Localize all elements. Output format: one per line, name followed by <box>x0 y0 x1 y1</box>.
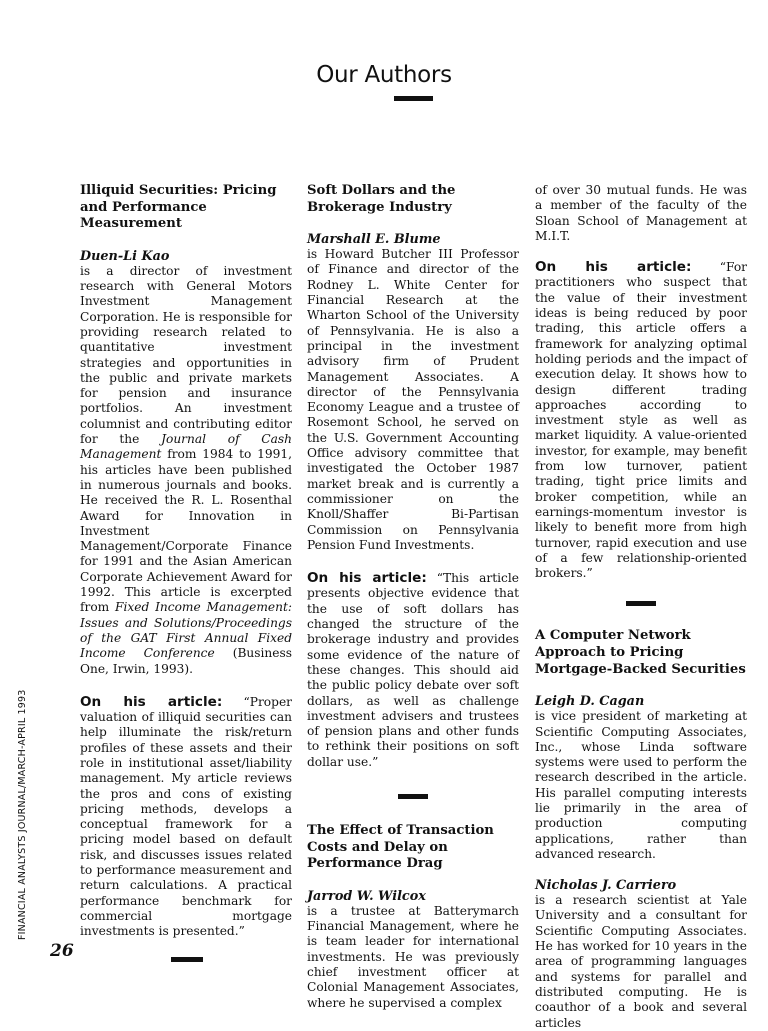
article-label: On his article: <box>307 570 427 587</box>
column-1 <box>80 183 292 940</box>
article-title: Illiquid Securities: Pricing and Performance Measurement <box>80 183 277 232</box>
author-name: Leigh D. Cagan <box>535 694 645 710</box>
author-bio <box>80 264 292 677</box>
article-label: On his article: <box>535 259 692 276</box>
author-bio: is a trustee at Batterymarch Financial Management, where he is team leader for international investments. He was previously chief investment officer at Colonial Management Associates, where he supervised a complex <box>307 903 519 1010</box>
article-label: On his article: <box>80 693 223 710</box>
bio-text: is a director of investment research with General Motors Investment Management Corporation. He is responsible for providing research related to quantitative investment strategies and opportunities in the public and private markets for pension and insurance portfolios. An investment columnist and contributing editor for the <box>80 263 292 447</box>
article-summary <box>535 260 747 581</box>
journal-title: Journal of Cash Management <box>80 432 292 462</box>
footer-rule <box>171 957 203 962</box>
article-title: A Computer Network Approach to Pricing Mortgage-Backed Securities <box>535 628 746 677</box>
author-name: Marshall E. Blume <box>307 232 441 248</box>
book-title: Fixed Income Management: Issues and Solutions/Proceedings of the GAT First Annual Fixed Income Conference <box>80 600 292 661</box>
article-title: Soft Dollars and the Brokerage Industry <box>307 183 456 215</box>
bio-text: from 1984 to 1991, his articles have been published in numerous journals and books. He received the R. L. Rosenthal Award for Innovation in Investment Management/Corporate Finance for 1991 and the Asian American Corporate Achievement Award for 1992. This article is excerpted from <box>80 447 292 615</box>
author-bio: is Howard Butcher III Professor of Finance and director of the Rodney L. White Center for Financial Research at the Wharton School of the University of Pennsylvania. He is also a principal in the investment advisory firm of Prudent Management Associates. A director of the Pennsylvania Economy League and a trustee of Rosemont School, he served on the U.S. Government Accounting Office advisory committee that investigated the October 1987 market break and is currently a commissioner on the Knoll/Shaffer Bi-Partisan Commission on Pennsylvania Pension Fund Investments. <box>307 247 519 552</box>
article-text: “For practitioners who suspect that the value of their investment ideas is being reduced by poor trading, this article offers a framework for analyzing optimal holding periods and the impact of execution delay. It shows how to design different trading approaches according to investment style as well as market liquidity. A value-oriented investor, for example, may benefit from low turnover, patient trading, tight price limits and broker competition, while an earnings-momentum investor is likely to benefit more from high turnover, rapid execution and use of a few relationship-oriented brokers.” <box>535 260 747 581</box>
title-rule <box>394 96 433 101</box>
article-text: “This article presents objective evidence that the use of soft dollars has changed the structure of the brokerage industry and provides some evidence of the nature of these changes. This should aid the public policy debate over soft dollars, as well as challenge investment advisers and trustees of pension plans and other funds to rethink their positions on soft dollar use.” <box>307 571 519 769</box>
author-bio: is vice president of marketing at Scientific Computing Associates, Inc., whose Linda software systems were used to perform the research described in the article. His parallel computing interests lie primarily in the area of production computing applications, rather than advanced research. <box>535 709 747 861</box>
article-text: “Proper valuation of illiquid securities can help illuminate the risk/return profiles of these assets and their role in institutional asset/liability management. My article reviews the pros and cons of existing pricing methods, develops a conceptual framework for a pricing model based on default risk, and discusses issues related to performance measurement and return calculations. A practical performance benchmark for commercial mortgage investments is presented.” <box>80 694 292 939</box>
author-name: Duen-Li Kao <box>80 248 170 264</box>
author-bio: is a research scientist at Yale University and a consultant for Scientific Computing Associates. He has worked for 10 years in the area of programming languages and systems for parallel and distributed computing. He is coauthor of a book and several articles <box>535 893 747 1030</box>
article-summary <box>80 695 292 940</box>
author-bio-continued: of over 30 mutual funds. He was a member of the faculty of the Sloan School of Management at M.I.T. <box>535 183 747 243</box>
column-3 <box>535 183 747 1031</box>
column-2 <box>307 183 519 1011</box>
article-summary <box>307 571 519 770</box>
page-title: Our Authors <box>316 62 452 88</box>
article-title: The Effect of Transaction Costs and Delay on Performance Drag <box>307 822 494 872</box>
bio-text: (Business One, Irwin, 1993). <box>80 646 292 676</box>
author-name: Jarrod W. Wilcox <box>307 888 426 904</box>
page-number: 26 <box>50 941 74 961</box>
journal-running-head: FINANCIAL ANALYSTS JOURNAL/MARCH-APRIL 1993 <box>17 689 28 940</box>
author-name: Nicholas J. Carriero <box>535 878 677 894</box>
